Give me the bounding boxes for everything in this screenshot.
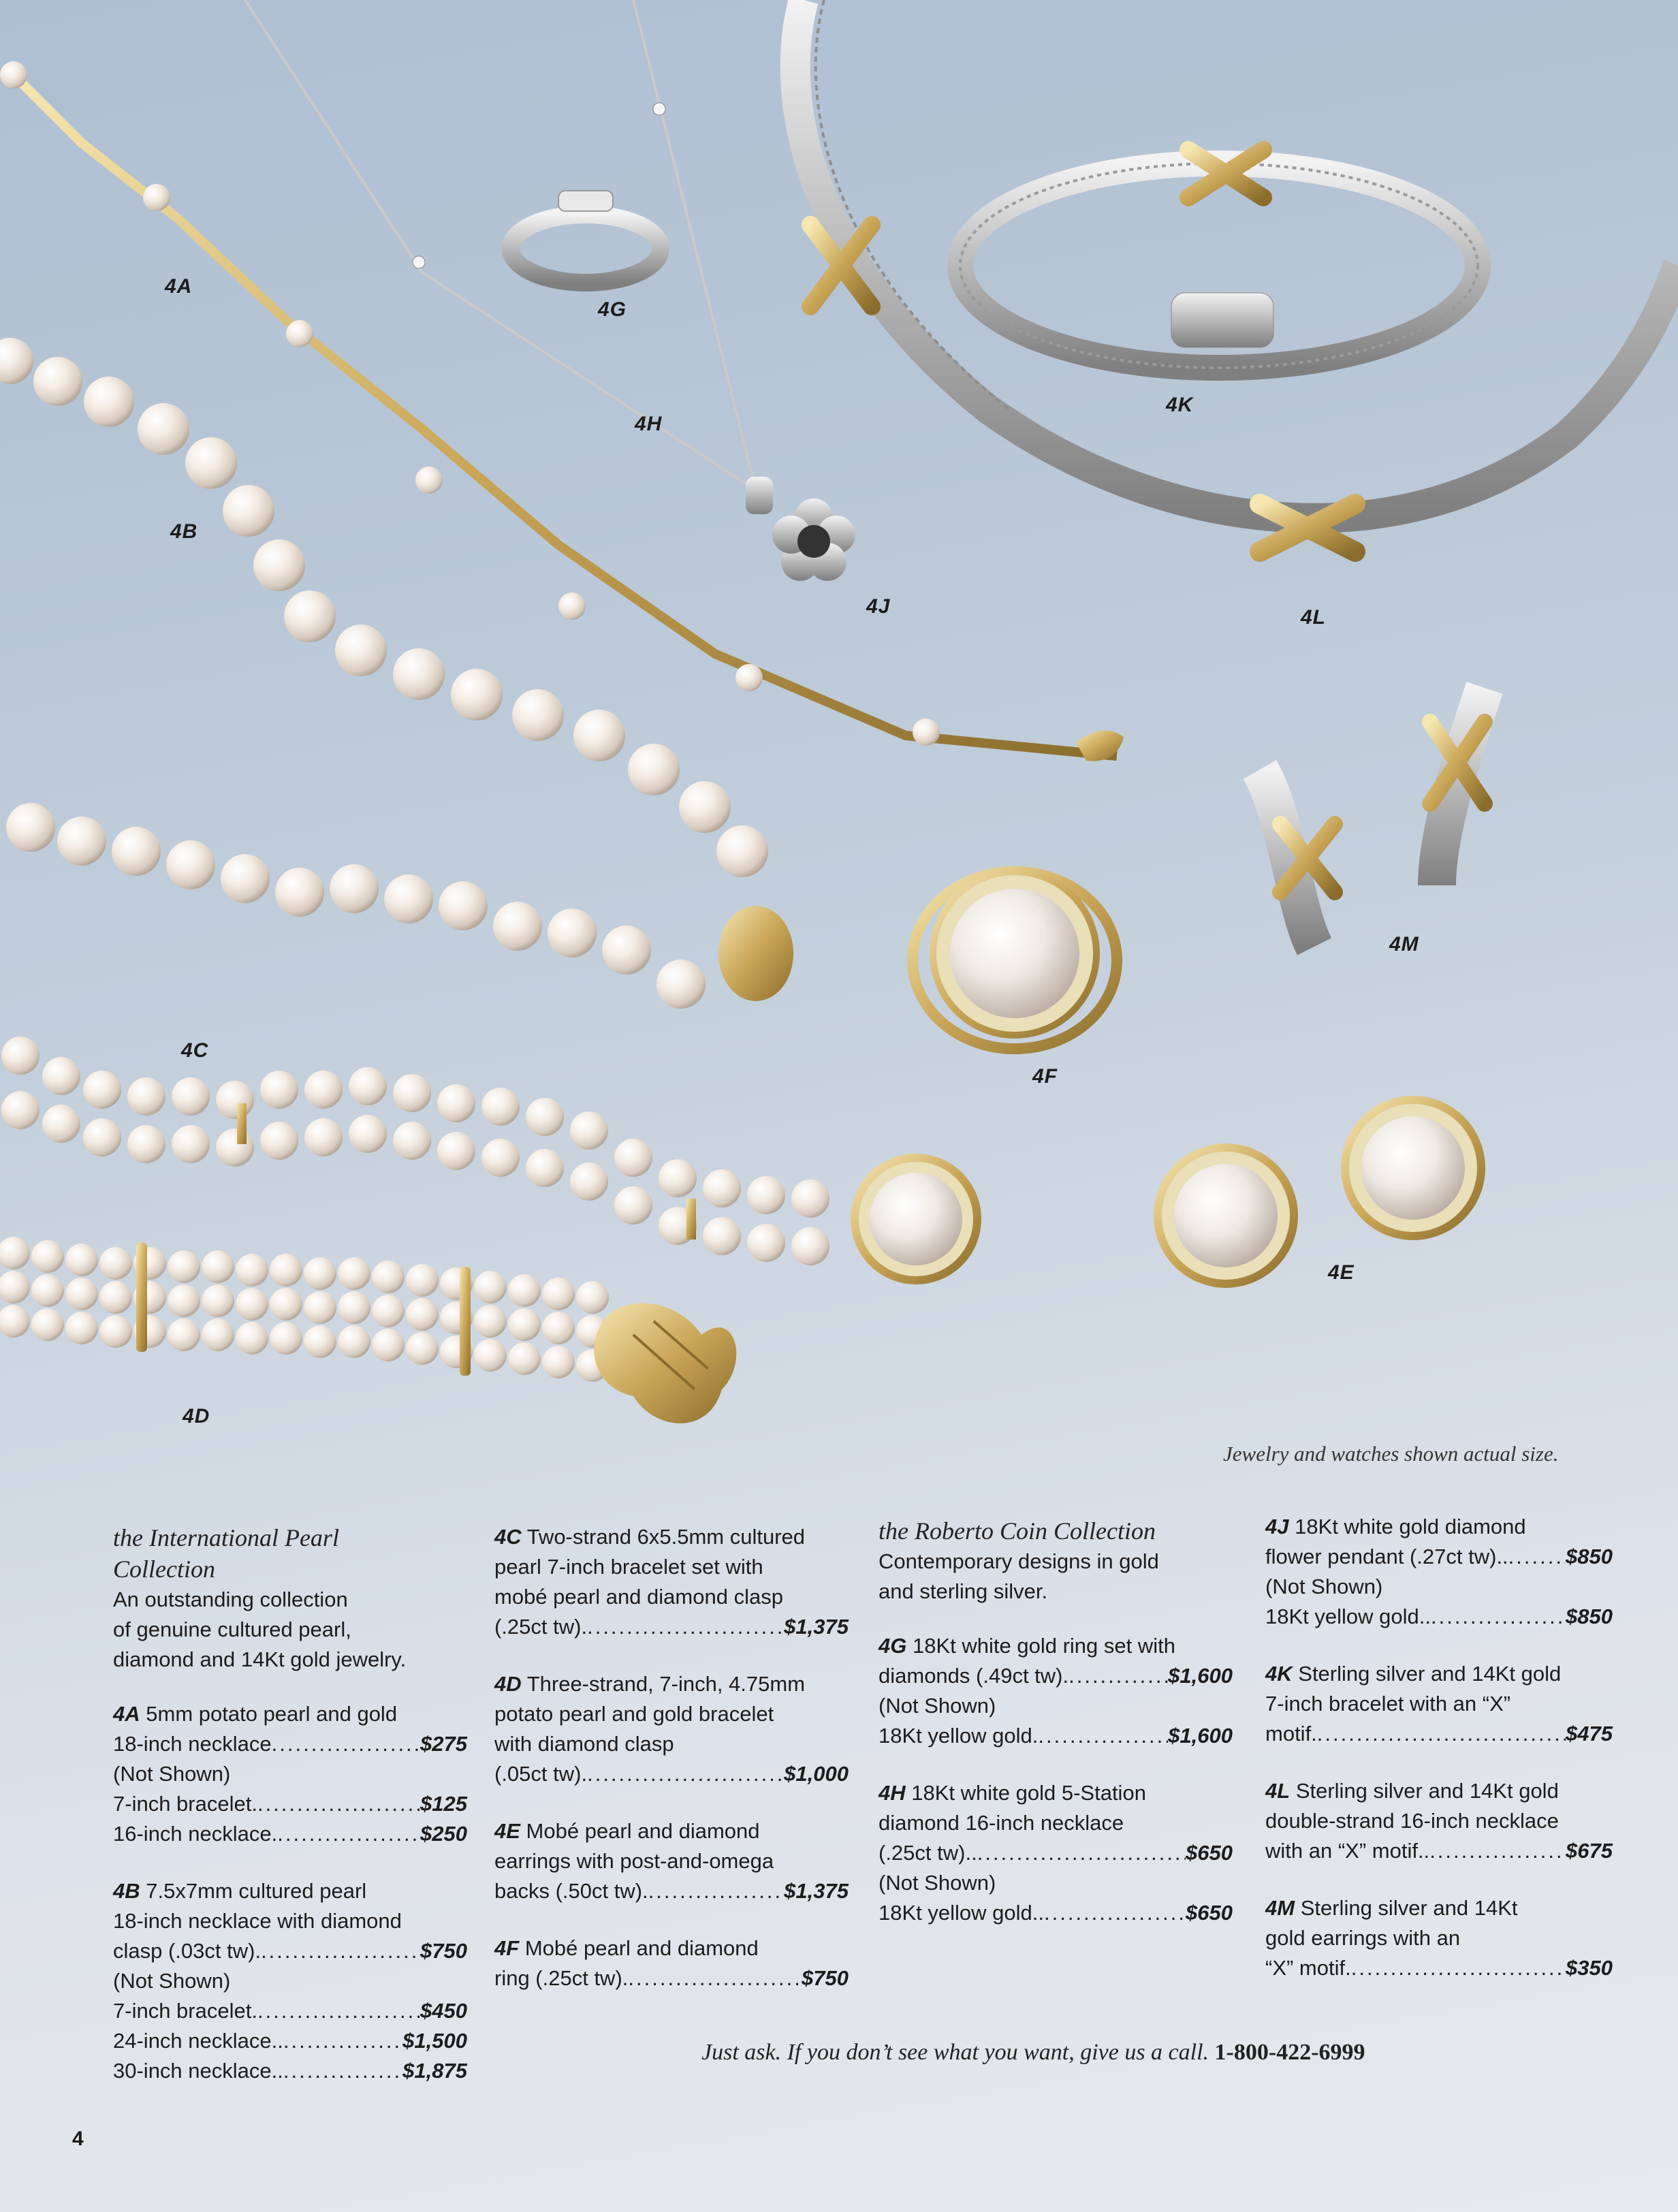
column-2 xyxy=(494,1522,849,2021)
collection-title: the Roberto Coin Collection xyxy=(878,1517,1156,1545)
item-code: 4H xyxy=(878,1781,906,1805)
item-line: backs (.50ct tw). xyxy=(494,1879,648,1903)
item-line: ring (.25ct tw). xyxy=(494,1966,629,1990)
item-4g xyxy=(878,1631,1233,1751)
label-4f: 4F xyxy=(1032,1065,1058,1088)
necklace-4h xyxy=(245,0,756,490)
item-line: 16-inch necklace. xyxy=(113,1822,278,1846)
item-line: diamond 16-inch necklace xyxy=(878,1811,1124,1835)
item-line: (.25ct tw).. xyxy=(878,1841,977,1865)
description-line: An outstanding collection xyxy=(113,1587,348,1611)
label-4m: 4M xyxy=(1389,933,1419,955)
item-line: 18Kt white gold 5-Station xyxy=(911,1781,1146,1805)
item-price: $1,600 xyxy=(1168,1724,1233,1748)
item-line: 18Kt yellow gold.. xyxy=(1265,1605,1431,1628)
item-line: 30-inch necklace.. xyxy=(113,2059,283,2083)
item-code: 4G xyxy=(878,1634,907,1658)
ask-text: Just ask. If you don’t see what you want, give us a call. xyxy=(701,2040,1209,2065)
item-line: Two-strand 6x5.5mm cultured xyxy=(526,1525,806,1549)
label-4k: 4K xyxy=(1166,394,1194,416)
item-line: 7-inch bracelet. xyxy=(113,1792,257,1816)
item-4j xyxy=(1265,1512,1613,1632)
item-price: $1,000 xyxy=(784,1762,849,1786)
item-price: $750 xyxy=(420,1939,467,1963)
description-line: of genuine cultured pearl, xyxy=(113,1617,351,1641)
item-line: earrings with post-and-omega xyxy=(494,1849,774,1873)
collection-title: Collection xyxy=(113,1555,215,1583)
column-1 xyxy=(113,1522,467,2113)
item-price: $850 xyxy=(1566,1605,1613,1628)
item-line: (Not Shown) xyxy=(113,1969,231,1993)
bracelet-4c xyxy=(1,1037,977,1280)
label-4j: 4J xyxy=(866,595,891,618)
item-line: with diamond clasp xyxy=(494,1732,674,1756)
item-code: 4J xyxy=(1265,1515,1289,1538)
item-line: clasp (.03ct tw). xyxy=(113,1939,262,1963)
item-line: (Not Shown) xyxy=(878,1871,996,1895)
item-4k xyxy=(1265,1659,1613,1749)
collection-description xyxy=(113,1585,467,1675)
bracelet-4k xyxy=(960,150,1478,368)
item-price: $675 xyxy=(1566,1839,1613,1863)
item-line: 7-inch bracelet with an “X” xyxy=(1265,1692,1511,1716)
item-price: $250 xyxy=(420,1822,467,1846)
label-4c: 4C xyxy=(181,1039,209,1062)
item-price: $450 xyxy=(420,1999,467,2023)
item-4e xyxy=(494,1816,849,1906)
item-line: (.25ct tw). xyxy=(494,1615,588,1639)
item-line: double-strand 16-inch necklace xyxy=(1265,1809,1559,1833)
label-4h: 4H xyxy=(635,413,663,435)
item-code: 4D xyxy=(494,1672,522,1696)
item-code: 4E xyxy=(494,1819,520,1843)
item-code: 4C xyxy=(494,1525,522,1549)
item-4l xyxy=(1265,1776,1613,1866)
item-code: 4K xyxy=(1265,1662,1293,1686)
actual-size-note: Jewelry and watches shown actual size. xyxy=(1223,1442,1559,1466)
item-price: $1,375 xyxy=(784,1615,849,1639)
item-line: 7-inch bracelet. xyxy=(113,1999,257,2023)
item-line: motif. xyxy=(1265,1722,1317,1745)
item-4d xyxy=(494,1669,849,1789)
necklace-4l xyxy=(795,0,1678,552)
page-number: 4 xyxy=(72,2128,84,2150)
label-4d: 4D xyxy=(183,1405,210,1427)
item-4c xyxy=(494,1522,849,1642)
item-line: gold earrings with an xyxy=(1265,1926,1461,1950)
item-code: 4F xyxy=(494,1936,520,1960)
item-line: (Not Shown) xyxy=(113,1762,231,1786)
item-price: $125 xyxy=(420,1792,467,1816)
item-line: Three-strand, 7-inch, 4.75mm xyxy=(526,1672,806,1696)
label-4l: 4L xyxy=(1301,606,1327,629)
item-line: 18-inch necklace with diamond xyxy=(113,1909,402,1933)
item-line: with an “X” motif.. xyxy=(1265,1839,1430,1863)
item-line: “X” motif. xyxy=(1265,1956,1351,1980)
label-4b: 4B xyxy=(170,520,198,543)
item-price: $1,875 xyxy=(402,2059,467,2083)
item-line: 18-inch necklace xyxy=(113,1732,272,1756)
item-price: $650 xyxy=(1186,1901,1233,1925)
item-code: 4M xyxy=(1265,1896,1295,1920)
item-line: (.05ct tw). xyxy=(494,1762,588,1786)
description-line: diamond and 14Kt gold jewelry. xyxy=(113,1647,407,1671)
item-line: 18Kt yellow gold.. xyxy=(878,1901,1044,1925)
column-3 xyxy=(878,1515,1233,1955)
item-code: 4L xyxy=(1265,1779,1291,1803)
phone-number[interactable]: 1-800-422-6999 xyxy=(1214,2040,1365,2065)
earrings-4e xyxy=(1158,1100,1481,1284)
item-4h xyxy=(878,1778,1233,1928)
pendant-4j xyxy=(746,477,855,581)
item-4f xyxy=(494,1933,849,1993)
ring-4g xyxy=(511,191,661,283)
description-line: Contemporary designs in gold xyxy=(878,1549,1159,1573)
item-line: 24-inch necklace.. xyxy=(113,2029,283,2053)
item-line: 7.5x7mm cultured pearl xyxy=(146,1879,367,1903)
item-4b xyxy=(113,1876,467,2086)
label-4a: 4A xyxy=(165,275,193,298)
item-line: potato pearl and gold bracelet xyxy=(494,1702,774,1726)
item-4a xyxy=(113,1699,467,1849)
item-line: mobé pearl and diamond clasp xyxy=(494,1585,783,1609)
item-price: $1,600 xyxy=(1168,1664,1233,1688)
item-price: $1,375 xyxy=(784,1879,849,1903)
bracelet-4d xyxy=(0,1237,736,1423)
label-4g: 4G xyxy=(598,298,627,321)
item-price: $1,500 xyxy=(402,2029,467,2053)
item-line: 5mm potato pearl and gold xyxy=(146,1702,398,1726)
item-code: 4B xyxy=(113,1879,140,1903)
call-to-action xyxy=(701,2040,1365,2066)
earrings-4m xyxy=(1260,688,1485,947)
item-line: (Not Shown) xyxy=(1265,1575,1383,1598)
item-price: $750 xyxy=(802,1966,849,1990)
item-line: Sterling silver and 14Kt xyxy=(1300,1896,1518,1920)
item-line: diamonds (.49ct tw). xyxy=(878,1664,1069,1688)
item-line: 18Kt white gold diamond xyxy=(1295,1515,1526,1538)
item-price: $275 xyxy=(420,1732,467,1756)
item-line: flower pendant (.27ct tw).. xyxy=(1265,1545,1508,1568)
item-code: 4A xyxy=(113,1702,140,1726)
item-4m xyxy=(1265,1893,1613,1983)
collection-title: the International Pearl xyxy=(113,1524,339,1551)
label-4e: 4E xyxy=(1328,1261,1355,1284)
item-line: pearl 7-inch bracelet set with xyxy=(494,1555,763,1579)
item-line: Sterling silver and 14Kt gold xyxy=(1295,1779,1559,1803)
item-line: (Not Shown) xyxy=(878,1694,996,1718)
item-price: $650 xyxy=(1186,1841,1233,1865)
collection-description xyxy=(878,1547,1233,1607)
item-line: Sterling silver and 14Kt gold xyxy=(1298,1662,1562,1686)
description-line: and sterling silver. xyxy=(878,1579,1048,1603)
item-line: Mobé pearl and diamond xyxy=(526,1819,760,1843)
item-line: Mobé pearl and diamond xyxy=(524,1936,759,1960)
item-price: $350 xyxy=(1566,1956,1613,1980)
item-price: $475 xyxy=(1566,1722,1613,1745)
item-line: 18Kt yellow gold. xyxy=(878,1724,1039,1748)
item-price: $850 xyxy=(1566,1545,1613,1568)
column-4 xyxy=(1265,1512,1613,2010)
item-line: 18Kt white gold ring set with xyxy=(912,1634,1175,1658)
ring-4f xyxy=(913,872,1117,1049)
